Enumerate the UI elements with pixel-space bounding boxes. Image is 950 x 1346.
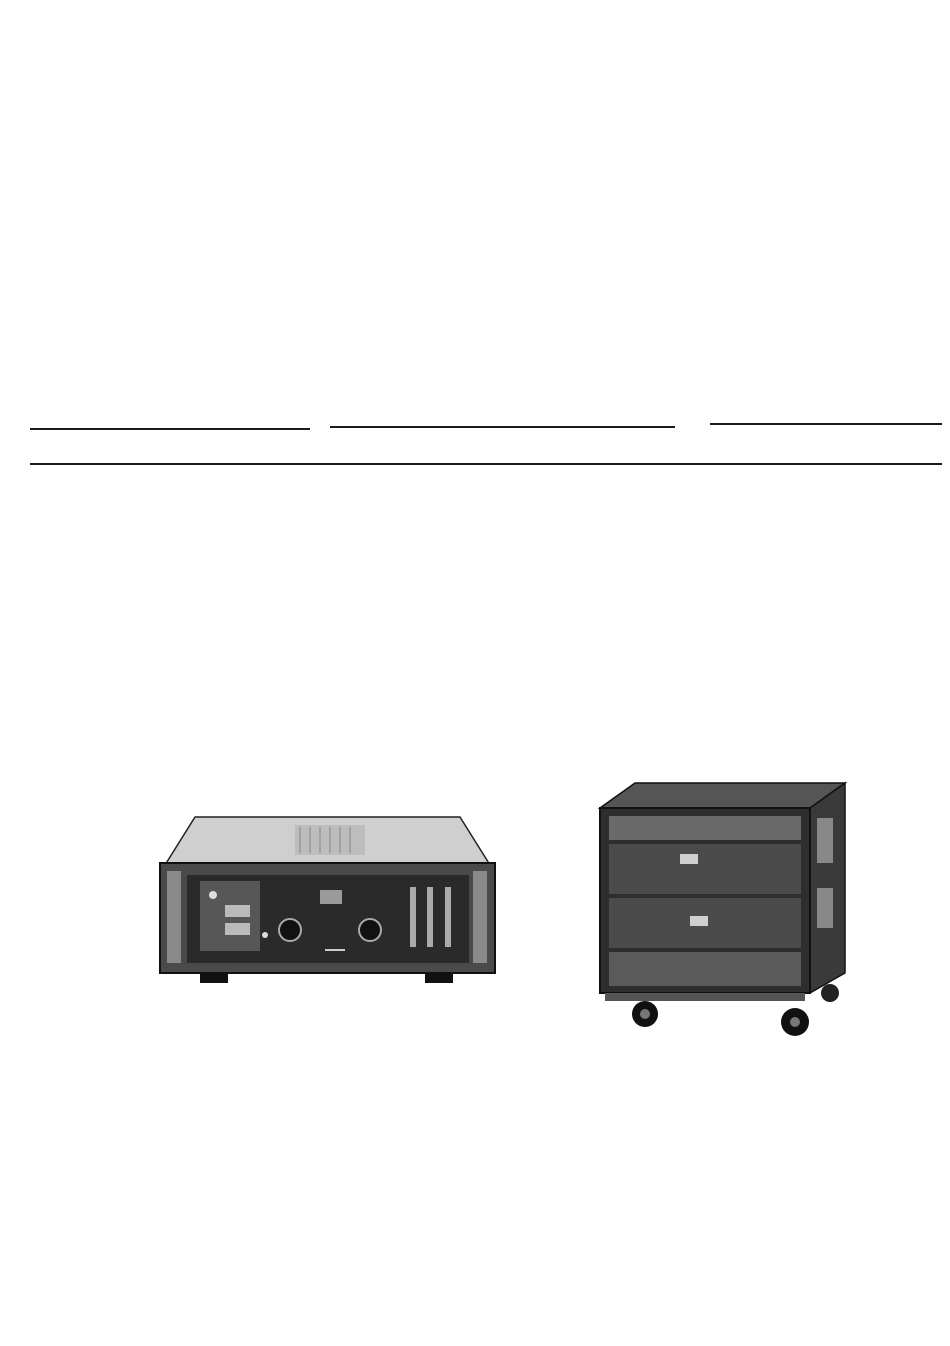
flight-case-photo bbox=[595, 778, 855, 1040]
header-rule-top-right bbox=[710, 423, 942, 425]
amplifier-photo bbox=[155, 805, 500, 990]
header-rule-top-mid bbox=[330, 426, 675, 428]
header-rule-top-left bbox=[30, 428, 310, 430]
header-rule-bottom bbox=[30, 463, 942, 465]
